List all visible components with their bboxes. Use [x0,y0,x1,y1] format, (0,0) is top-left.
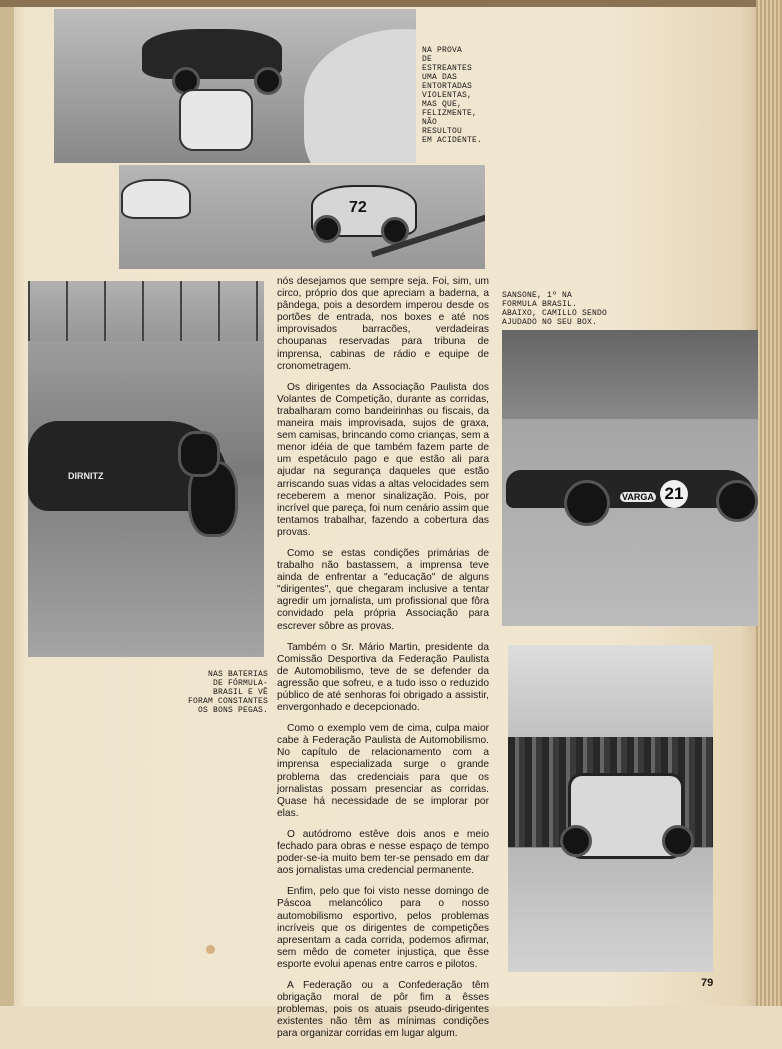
small-car-left [121,179,191,219]
sponsor-varga: VARGA [622,492,654,502]
article-paragraph: Também o Sr. Mário Martin, presidente da Comissão Desportiva da Federação Paulista de Automobilismo, teve de se defender da agressão que sofreu, e a tudo isso o reduzido público de até senhoras foi obrigado a assistir, envergonhado e decepcionado. [277,641,489,714]
article-paragraph: A Federação ou a Confederação têm obrigação moral de pôr fim a êsses problemas, pois os atuais pseudo-dirigentes existentes não têm as mínimas condições para organizar corridas em lugar algum. [277,979,489,1040]
sponsor-dirnitz: DIRNITZ [68,471,104,481]
caption-left-bottom: NAS BATERIAS DE FÓRMULA- BRASIL E VÊ FORAM CONSTANTES OS BONS PEGAS. [187,670,268,715]
car-number-21: 21 [660,480,688,508]
top-edge [0,0,782,7]
article-paragraph: Como o exemplo vem de cima, culpa maior cabe à Federação Paulista de Automobilismo. No capítulo de relacionamento com a imprensa especializada surge o grande problema das credenciais para que os jornalistas possam presenciar as corridas. Quase há necessidade de se implorar por elas. [277,723,489,819]
page-number: 79 [701,977,714,989]
photo-beetles-curve [119,165,485,269]
article-paragraph: O autódromo estêve dois anos e meio fechado para obras e nesse espaço de tempo poder-se-ia muito bem ter-se pensado em dar aos jornalistas uma credencial permanente. [277,828,489,877]
photo-formula-21 [502,330,758,626]
fence [28,281,264,341]
article-body [277,276,489,1049]
photo-pit-box [508,645,713,972]
car-number-72: 72 [349,199,367,216]
article-paragraph: Os dirigentes da Associação Paulista dos Volantes de Competição, durante as corridas, trabalharam como bandeirinhas ou fiscais, da maneira mais improvisada, sujos de graxa, sem camisas, brincando como crianças, sem a menor idéia de que também fazem parte de um espetáculo pago e que estão ali para ajudar na segurança daqueles que estão arriscando suas vidas a altas velocidades sem receberem a menor sinalização. Pois, por incrível que pareça, foi num cenário assim que tentamos trabalhar, fazendo a cobertura das provas. [277,381,489,538]
page-edge-stack [756,0,782,1006]
photo-formula-left [28,281,264,657]
caption-top-right: NA PROVA DE ESTREANTES UMA DAS ENTORTADAS VIOLENTAS, MAS QUE, FELIZMENTE, NÃO RESULTOU EM ACIDENTE. [422,46,483,145]
paper-stain [206,945,215,954]
article-paragraph: Enfim, pelo que foi visto nesse domingo de Páscoa melancólico para o nosso automobilismo esportivo, pelos problemas incríveis que os dirigentes de competições apresentam a cada corrida, podemos afirmar, sem mêdo de cometer injustiça, que êsse esporte evolui apenas entre carros e pilotos. [277,886,489,970]
caption-mid-right: SANSONE, 1º NA FORMULA BRASIL. ABAIXO, CAMILLO SENDO AJUDADO NO SEU BOX. [502,291,608,327]
article-paragraph: nós desejamos que sempre seja. Foi, sim, um circo, próprio dos que apreciam a baderna, a pândega, pois a desordem imperou desde os portões de entrada, nos boxes e até nos improvisados barracões, verdadeiras choupanas reservadas para tribuna de imprensa, cabinas de rádio e equipe de cronometragem. [277,276,489,372]
white-car [179,89,253,151]
photo-beetle-spin [54,9,416,163]
page-binding [0,0,14,1006]
article-paragraph: Como se estas condições primárias de trabalho não bastassem, a imprensa teve ainda de enfrentar a "educação" de alguns "dirigentes", que chegaram inclusive a tentar agredir um jornalista, um profissional que fôra convidado pela própria Associação para escrever sôbre as provas. [277,547,489,632]
